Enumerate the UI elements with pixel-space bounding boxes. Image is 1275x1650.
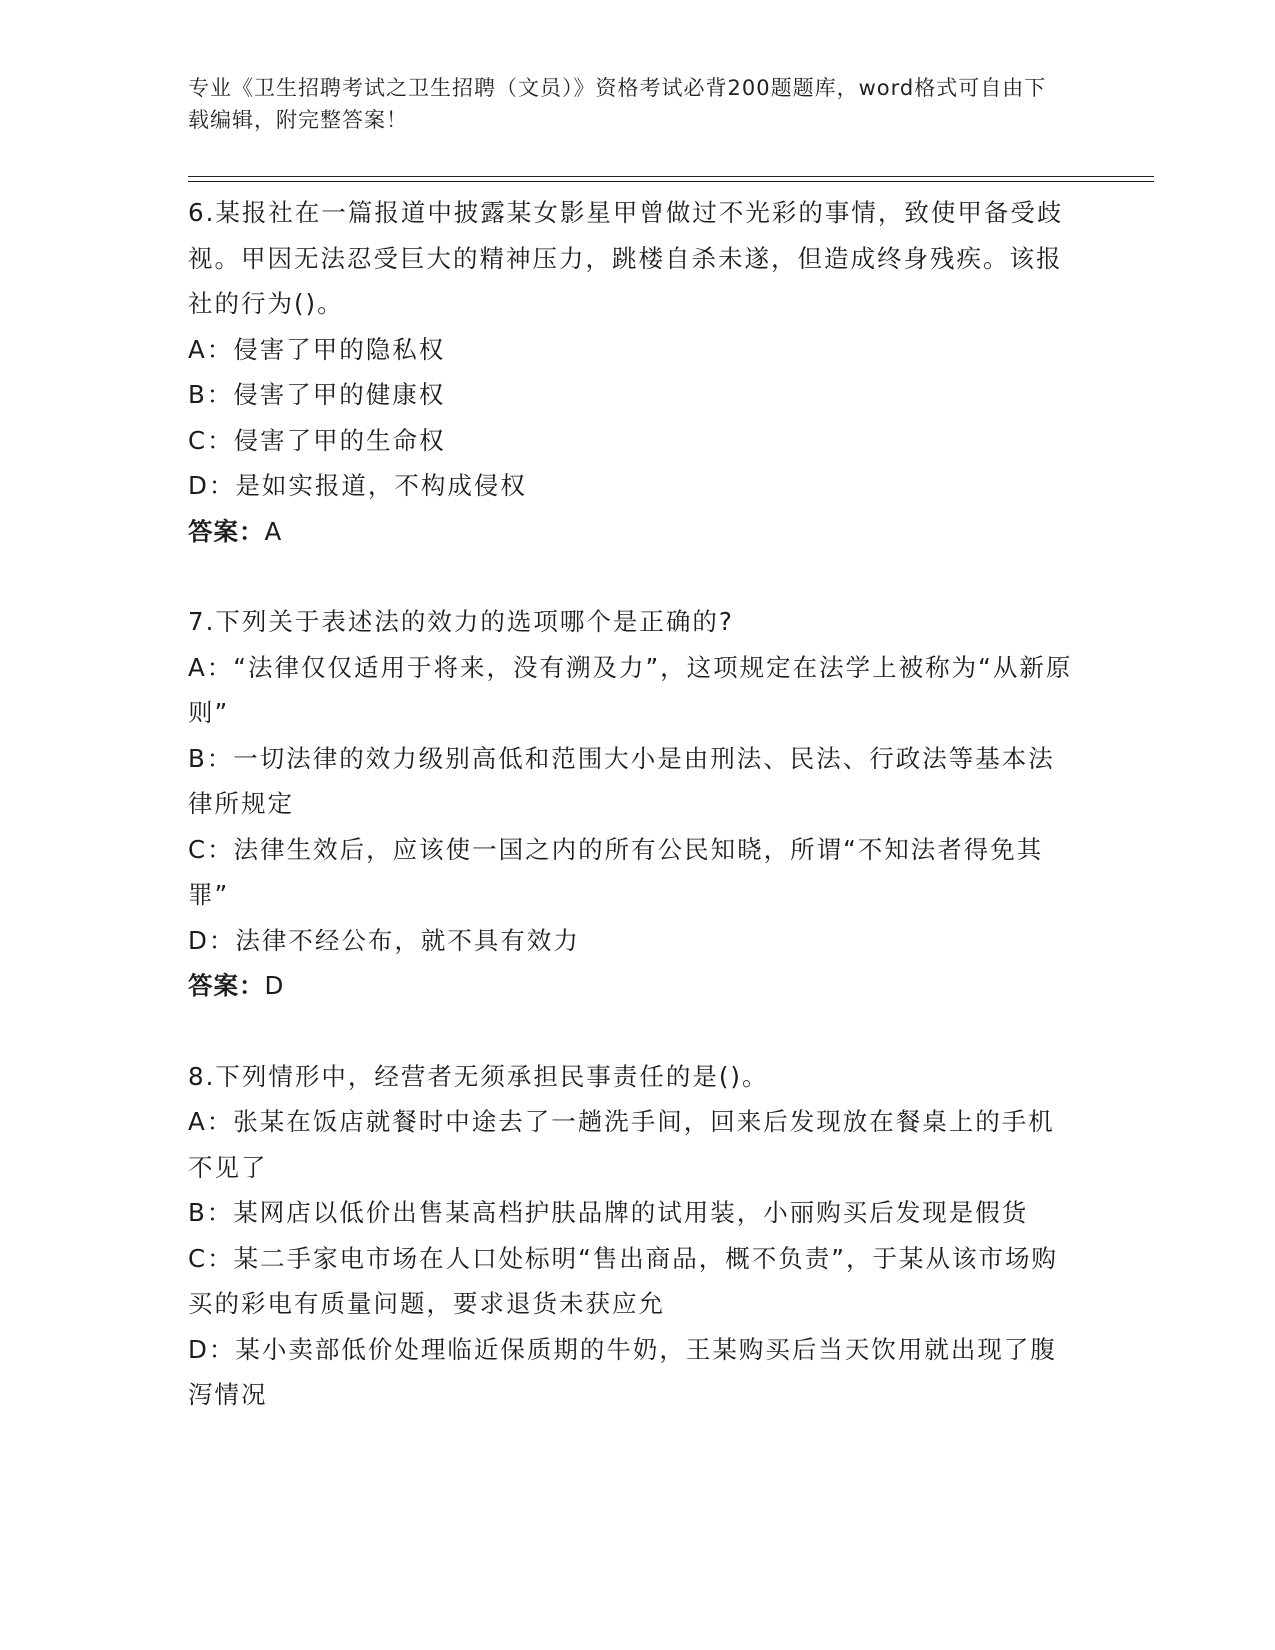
answer-line [188,963,1078,1009]
question-item [188,190,1078,554]
question-list [188,190,1078,1418]
option-a: A：张某在饭店就餐时中途去了一趟洗手间，回来后发现放在餐桌上的手机不见了 [188,1107,1055,1182]
answer-line [188,509,1078,555]
answer-label: 答案： [188,971,265,1000]
question-stem: 6.某报社在一篇报道中披露某女影星甲曾做过不光彩的事情，致使甲备受歧视。甲因无法忍受巨大的精神压力，跳楼自杀未遂，但造成终身残疾。该报社的行为()。 [188,198,1064,318]
option-c: C：法律生效后，应该使一国之内的所有公民知晓，所谓“不知法者得免其罪” [188,834,1044,909]
option-c: C：某二手家电市场在人口处标明“售出商品，概不负责”，于某从该市场购买的彩电有质量问题，要求退货未获应允 [188,1243,1058,1318]
answer-value: A [264,516,283,546]
header-rule-top [188,176,1154,177]
option-b: B：某网店以低价出售某高档护肤品牌的试用装，小丽购买后发现是假货 [188,1198,1029,1227]
answer-label: 答案： [188,516,265,546]
option-d: D：是如实报道，不构成侵权 [188,471,527,500]
question-stem: 8.下列情形中，经营者无须承担民事责任的是()。 [188,1061,769,1091]
option-c: C：侵害了甲的生命权 [188,425,446,455]
option-b: B：侵害了甲的健康权 [188,380,446,409]
document-header: 专业《卫生招聘考试之卫生招聘（文员）》资格考试必背200题题库，word格式可自由下载编辑，附完整答案！ [188,76,1047,132]
option-d: D：法律不经公布，就不具有效力 [188,925,580,955]
option-a: A：“法律仅仅适用于将来，没有溯及力”，这项规定在法学上被称为“从新原则” [188,652,1073,727]
answer-value: D [264,971,285,1000]
question-item [188,599,1078,1009]
option-d: D：某小卖部低价处理临近保质期的牛奶，王某购买后当天饮用就出现了腹泻情况 [188,1334,1057,1409]
header-rule-bottom [188,181,1154,182]
option-a: A：侵害了甲的隐私权 [188,334,446,364]
question-item [188,1054,1078,1418]
question-stem: 7.下列关于表述法的效力的选项哪个是正确的? [188,607,734,636]
option-b: B：一切法律的效力级别高低和范围大小是由刑法、民法、行政法等基本法律所规定 [188,743,1055,818]
